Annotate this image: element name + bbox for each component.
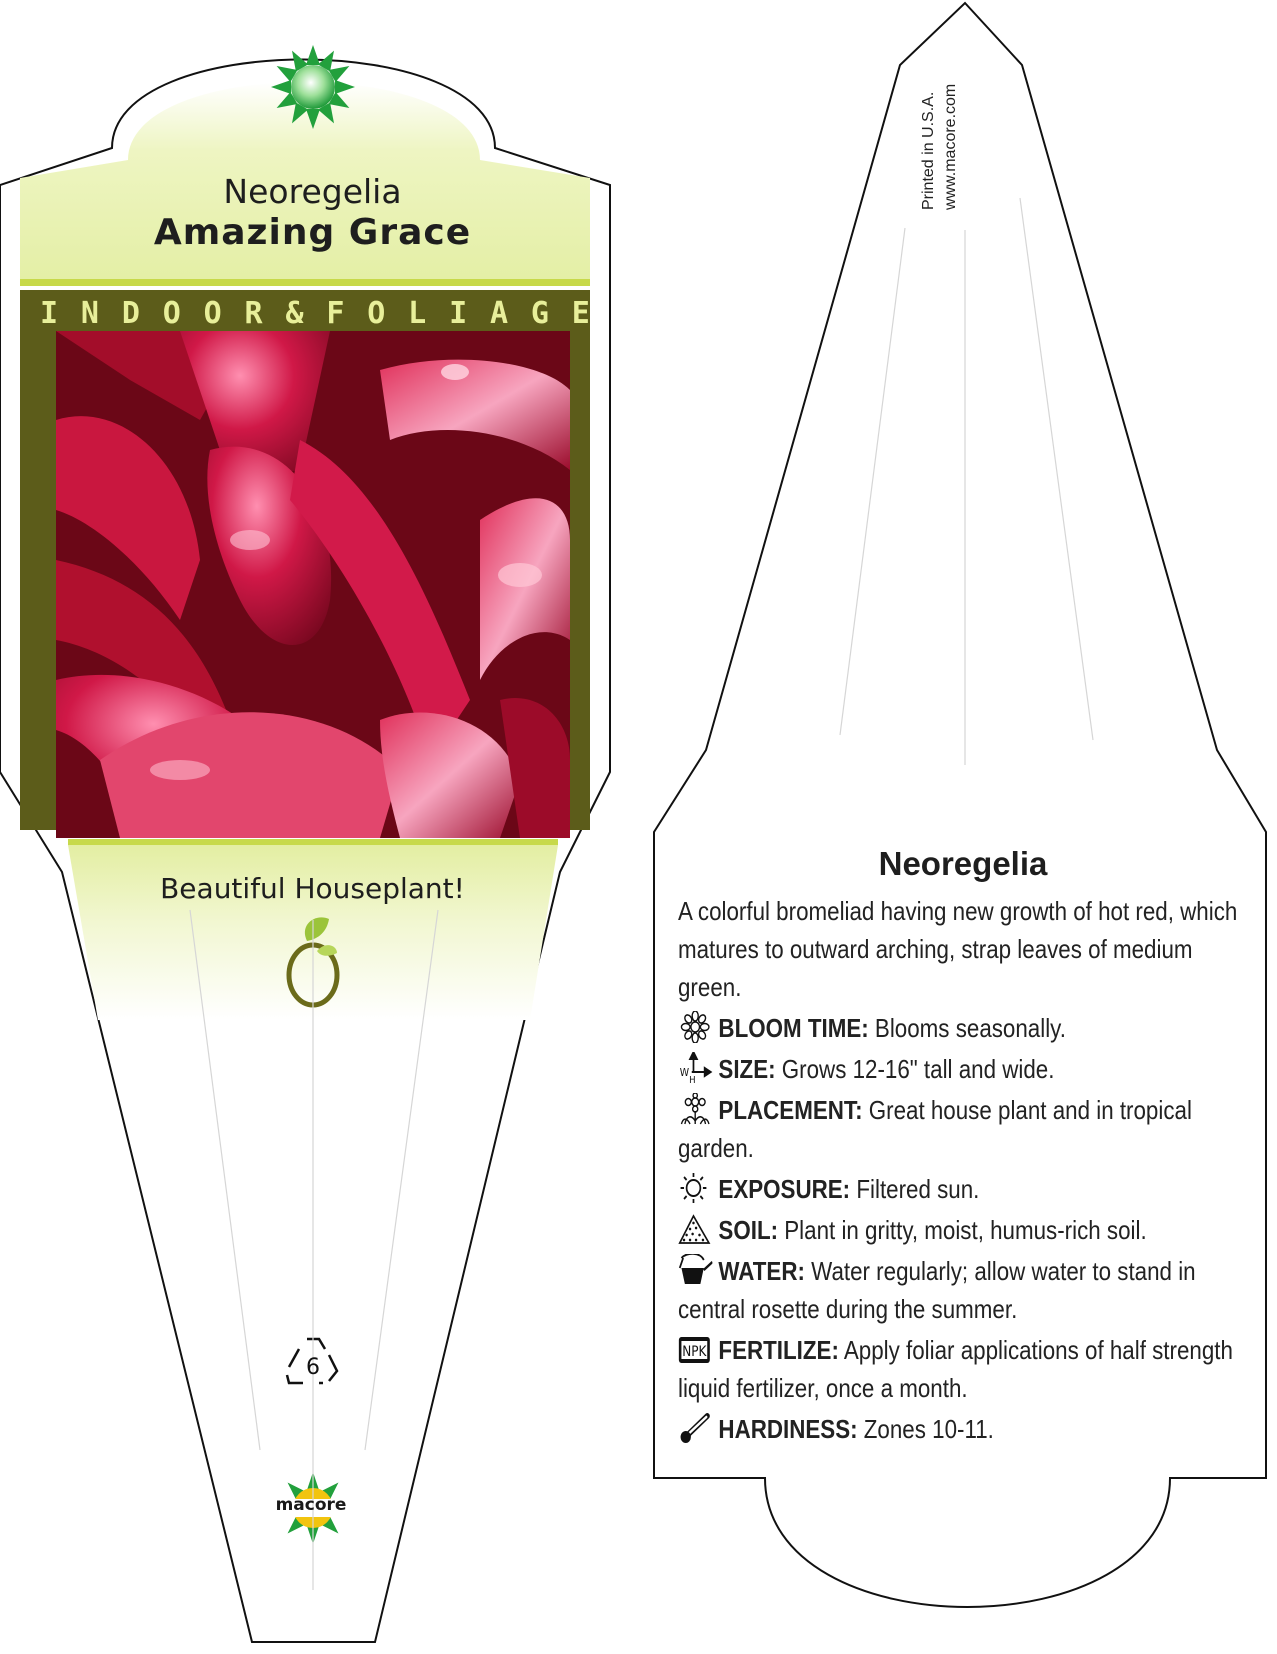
category-letter: I: [449, 296, 468, 331]
watering-can-icon: [678, 1254, 712, 1286]
front-cultivar: Amazing Grace: [153, 212, 472, 253]
category-letter: N: [80, 296, 99, 331]
category-letter: R: [244, 296, 263, 331]
category-letter: F: [326, 296, 345, 331]
category-letter: L: [408, 296, 427, 331]
attribute-hardiness: [678, 1410, 1246, 1448]
category-letter: G: [530, 296, 549, 331]
soil-icon: [678, 1213, 712, 1245]
back-title: Neoregelia: [878, 845, 1048, 882]
attribute-text: Plant in gritty, moist, humus-rich soil.: [778, 1215, 1147, 1245]
header-rule: [20, 279, 590, 286]
size-icon: [678, 1052, 712, 1084]
printed-website: www.macore.com: [942, 83, 959, 210]
recycle-number: 6: [306, 1355, 320, 1380]
attribute-bloom-time: [678, 1009, 1246, 1047]
attribute-text: Grows 12-16" tall and wide.: [775, 1054, 1055, 1084]
category-letter: O: [203, 296, 222, 331]
attribute-label: EXPOSURE:: [718, 1174, 851, 1204]
attribute-label: FERTILIZE:: [718, 1335, 839, 1365]
category-letter: I: [40, 296, 59, 331]
category-letter: O: [367, 296, 386, 331]
sun-icon: [678, 1172, 712, 1204]
attribute-text: Blooms seasonally.: [868, 1013, 1066, 1043]
category-letter: D: [121, 296, 140, 331]
attribute-text: Water regularly; allow water to stand in central rosette during the summer.: [678, 1256, 1196, 1324]
plant-photo: [56, 331, 570, 838]
placement-icon: [678, 1093, 712, 1125]
frame-rule: [68, 839, 558, 845]
npk-label: NPK: [682, 1344, 707, 1361]
category-letter: A: [489, 296, 509, 331]
attribute-text: Apply foliar applications of half strength liquid fertilizer, once a month.: [678, 1335, 1233, 1403]
category-letter: E: [571, 296, 590, 331]
attribute-label: SIZE:: [718, 1054, 776, 1084]
category-label: [40, 296, 590, 331]
flower-icon: [678, 1011, 712, 1043]
fertilizer-icon: [678, 1333, 712, 1365]
attribute-exposure: [678, 1170, 1246, 1208]
attribute-label: PLACEMENT:: [718, 1095, 863, 1125]
front-genus: Neoregelia: [223, 172, 402, 211]
plant-description: A colorful bromeliad having new growth of hot red, which matures to outward arching, strap leaves of medium green.: [678, 896, 1238, 1002]
attribute-soil: [678, 1211, 1246, 1249]
category-letter: O: [162, 296, 181, 331]
brand-name: macore: [275, 1495, 347, 1515]
back-info: [678, 845, 1253, 1448]
size-icon-height-letter: H: [689, 1074, 696, 1084]
attribute-text: Great house plant and in tropical garden.: [678, 1095, 1192, 1163]
attribute-text: Filtered sun.: [850, 1174, 980, 1204]
thermometer-icon: [678, 1412, 712, 1444]
attribute-text: Zones 10-11.: [857, 1414, 994, 1444]
printed-country: Printed in U.S.A.: [920, 91, 937, 210]
attribute-label: WATER:: [718, 1256, 805, 1286]
size-icon-width-letter: W: [679, 1066, 690, 1080]
attribute-water: [678, 1252, 1246, 1328]
tagline: Beautiful Houseplant!: [160, 872, 465, 905]
attribute-label: BLOOM TIME:: [718, 1013, 869, 1043]
attribute-placement: [678, 1091, 1246, 1167]
attribute-label: SOIL:: [718, 1215, 779, 1245]
printed-info: [918, 10, 962, 210]
attribute-size: [678, 1050, 1246, 1088]
category-letter: &: [285, 296, 304, 331]
attribute-fertilize: [678, 1331, 1246, 1407]
attribute-label: HARDINESS:: [718, 1414, 858, 1444]
